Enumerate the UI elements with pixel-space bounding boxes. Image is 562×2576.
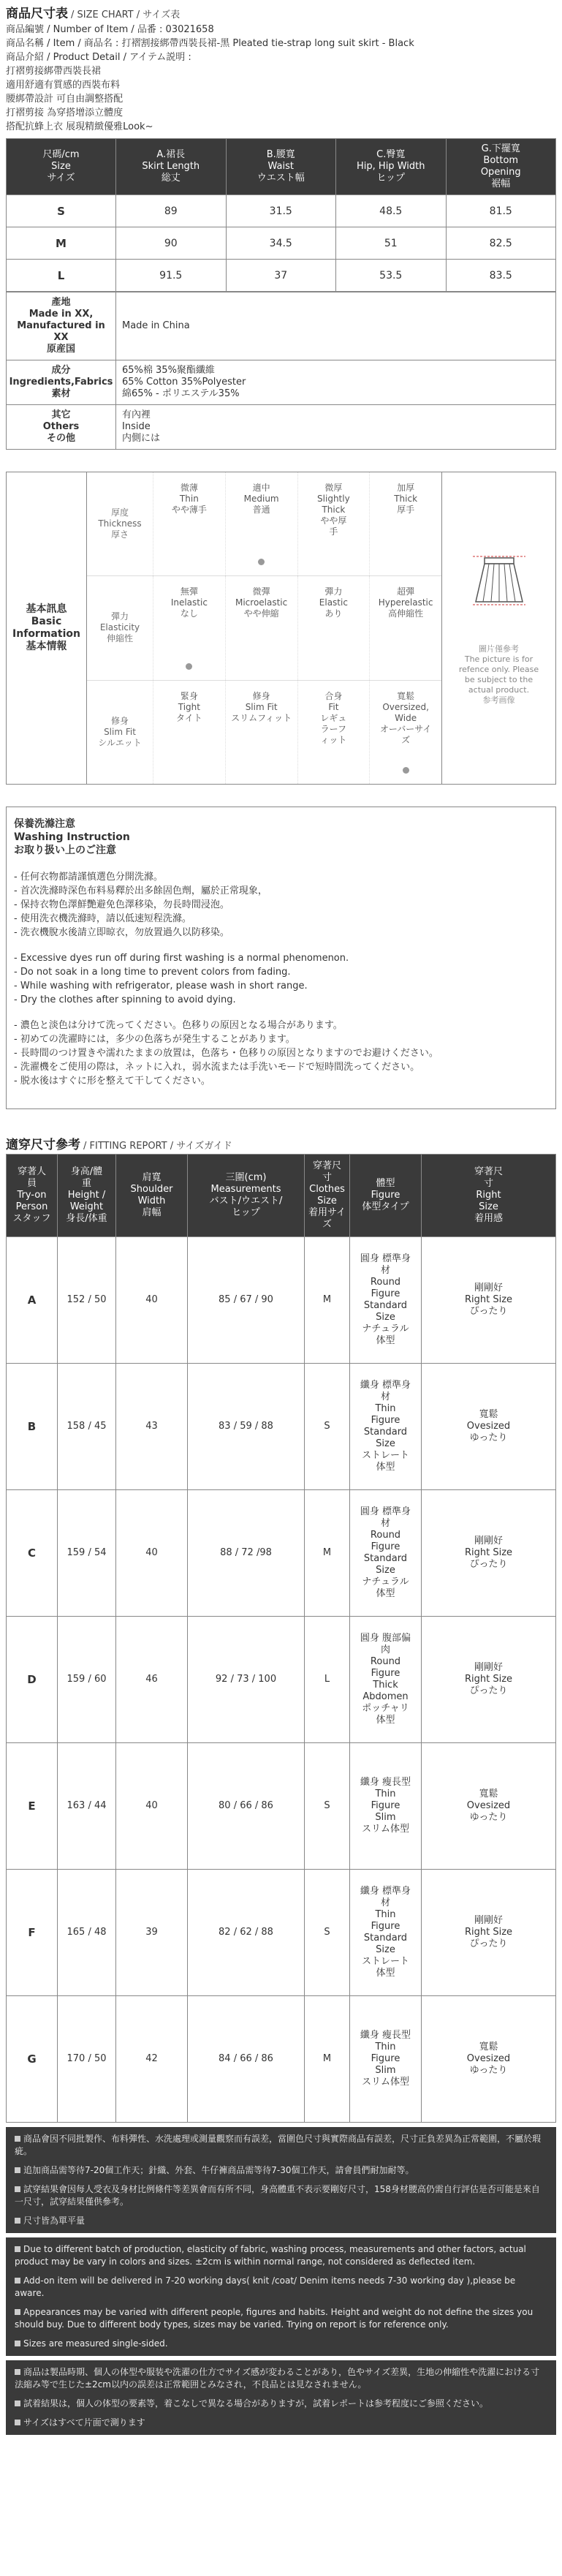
washing-panel	[6, 807, 556, 1109]
bullet-square-icon	[15, 2309, 20, 2315]
measurements: 85 / 67 / 90	[188, 1237, 305, 1364]
fitting-row	[7, 1490, 556, 1617]
fitting-table-header	[7, 1155, 556, 1237]
fitting-row	[7, 1617, 556, 1743]
note-text: 商品は製品時期、個人の体型や服装や洗濯の仕方でサイズ感が変わることがあり，色やサイズ差異，生地の伸縮性や洗濯における寸法縮み等で生じた±2cm以内の誤差は正常範囲とみなされ，不良品とは見なされません。	[15, 2367, 540, 2390]
clothes-size: L	[305, 1617, 350, 1743]
washing-line: - 使用洗衣機洗滌時，請以低速短程洗滌。	[14, 913, 191, 924]
washing-line: - 任何衣物都請謹慎選色分開洗滌。	[14, 872, 163, 883]
origin-row	[7, 292, 556, 360]
clothes-size: S	[305, 1364, 350, 1490]
size-value: 91.5	[116, 260, 227, 292]
note-text: 試着結果は，個人の体型の要素等，着こなしで異なる場合がありますが，試着レポートは参考程度にご参照ください。	[23, 2398, 489, 2409]
figure-type: 纖身 瘦長型 Thin Figure Slim スリム体型	[350, 1743, 422, 1870]
washing-line: - 脱水後はすぐに形を整えて干してください。	[14, 1076, 210, 1087]
bullet-square-icon	[15, 2246, 20, 2252]
clothes-size: M	[305, 1237, 350, 1364]
right-size: 寬鬆 Ovesized ゆったり	[422, 1364, 556, 1490]
basic-info-option	[369, 576, 441, 679]
figure-type: 纖身 瘦長型 Thin Figure Slim スリム体型	[350, 1996, 422, 2123]
basic-info-option-label: 彈力 Elastic あり	[319, 586, 348, 619]
fabric-value: 65%棉 35%聚酯纖維 65% Cotton 35%Polyester 綿65% - ポリエステル35%	[116, 360, 556, 405]
note-text: 試穿結果會因每人受衣及身材比例條件等差異會而有所不同，身高體重不表示要剛好尺寸，158身材腰高仍需自行評估是否可能是來自一尺寸，試穿結果僅供參考。	[15, 2184, 540, 2207]
right-size: 剛剛好 Right Size ぴったり	[422, 1870, 556, 1996]
basic-info-panel	[6, 472, 556, 785]
bullet-square-icon	[15, 2401, 20, 2406]
figure-type: 纖身 標準身 材 Thin Figure Standard Size ストレート 体型	[350, 1364, 422, 1490]
size-value: 89	[116, 195, 227, 227]
bullet-square-icon	[15, 2218, 20, 2224]
note-item	[15, 2398, 547, 2410]
basic-info-row-label: 修身 Slim Fit シルエット	[98, 715, 142, 748]
basic-info-option-label: 修身 Slim Fit スリムフィット	[231, 690, 292, 723]
basic-info-option-label: 微彈 Microelastic やや伸縮	[235, 586, 288, 619]
size-col-header: 尺碼/cm Size サイズ	[7, 139, 116, 195]
right-size: 剛剛好 Right Size ぴったり	[422, 1237, 556, 1364]
origin-label: 產地 Made in XX, Manufactured in XX 原産国	[7, 292, 116, 360]
washing-line: - 長時間のつけ置きや濡れたままの放置は，色落ち・色移りの原因となりますのでお避けください。	[14, 1048, 438, 1059]
product-info-line: 腰綁帶設計 可自由調整搭配	[6, 94, 124, 105]
note-item	[15, 2133, 547, 2158]
fitting-col-header: 穿著尺 寸 Right Size 着用感	[422, 1155, 556, 1237]
shoulder-width: 40	[116, 1237, 188, 1364]
basic-info-grid	[87, 472, 442, 784]
basic-info-row	[87, 576, 441, 680]
product-info-line: 商品介紹 / Product Detail / アイテム説明 :	[6, 52, 191, 63]
person-id: B	[7, 1364, 58, 1490]
note-text: 商品會因不同批製作、布料彈性、水洗處理或測量觀察而有誤差，當圍色尺寸與實際商品有誤差，尺寸正負差異為正常範圍，不屬於瑕疵。	[15, 2134, 542, 2156]
basic-info-row	[87, 472, 441, 576]
basic-info-option	[297, 681, 370, 784]
measurements: 92 / 73 / 100	[188, 1617, 305, 1743]
skirt-illustration	[442, 472, 555, 784]
bullet-square-icon	[15, 2420, 20, 2425]
basic-info-option	[297, 472, 370, 575]
fitting-row	[7, 1996, 556, 2123]
basic-info-option	[153, 472, 225, 575]
size-col-header: B.腰寬 Waist ウエスト幅	[226, 139, 336, 195]
basic-info-option-label: 寬鬆 Oversized, Wide オーバーサイ ズ	[379, 690, 432, 745]
basic-info-option-label: 超彈 Hyperelastic 高伸縮性	[378, 586, 433, 619]
washing-instructions	[14, 870, 548, 1088]
basic-info-option-label: 適中 Medium 普通	[243, 483, 279, 515]
shoulder-width: 42	[116, 1996, 188, 2123]
basic-info-option-label: 加厚 Thick 厚手	[394, 483, 418, 515]
basic-info-option-label: 無彈 Inelastic なし	[170, 586, 208, 619]
fitting-col-header: 穿著人 員 Try-on Person スタッフ	[7, 1155, 58, 1237]
basic-info-option	[225, 681, 297, 784]
origin-value: Made in China	[116, 292, 556, 360]
basic-info-row-label: 厚度 Thickness 厚さ	[98, 507, 142, 540]
basic-info-option	[297, 576, 370, 679]
fabric-row	[7, 360, 556, 405]
right-size: 剛剛好 Right Size ぴったり	[422, 1617, 556, 1743]
size-row	[7, 260, 556, 292]
size-chart-title: 商品尺寸表	[6, 7, 68, 21]
washing-block	[14, 951, 548, 1007]
size-value: 90	[116, 227, 227, 260]
basic-info-option-label: 緊身 Tight タイト	[175, 690, 202, 723]
washing-line: - Do not soak in a long time to prevent colors from fading.	[14, 967, 291, 978]
pleated-skirt-icon	[470, 551, 528, 631]
note-text: 尺寸皆為單平量	[23, 2216, 86, 2226]
washing-line: - Dry the clothes after spinning to avoid dying.	[14, 994, 236, 1005]
size-label: M	[7, 227, 116, 260]
washing-block	[14, 1019, 548, 1088]
product-info-line: 打褶剪接 為穿搭增添立體度	[6, 107, 124, 118]
bullet-square-icon	[15, 2341, 20, 2346]
person-id: G	[7, 1996, 58, 2123]
fabric-label: 成分 Ingredients,Fabrics 素材	[7, 360, 116, 405]
size-value: 31.5	[226, 195, 336, 227]
fitting-col-header: 體型 Figure 体型タイプ	[350, 1155, 422, 1237]
size-row	[7, 227, 556, 260]
product-info-line: 適用舒適有質感的西裝布料	[6, 80, 121, 91]
size-label: L	[7, 260, 116, 292]
other-value: 有內裡 Inside 内側には	[116, 405, 556, 450]
height-weight: 170 / 50	[58, 1996, 116, 2123]
note-item	[15, 2306, 547, 2331]
basic-info-option	[153, 576, 225, 679]
bullet-square-icon	[15, 2186, 20, 2192]
product-info	[6, 23, 556, 138]
basic-info-option	[225, 472, 297, 575]
height-weight: 165 / 48	[58, 1870, 116, 1996]
fitting-col-header: 三圍(cm) Measurements バスト/ウエスト/ ヒップ	[188, 1155, 305, 1237]
picture-note: 圖片僅參考 The picture is for refence only. Please be subject to the actual product. 参考画像	[458, 644, 539, 705]
other-row	[7, 405, 556, 450]
note-text: Appearances may be varied with different people, figures and habits. Height and weight do not define the sizes you should buy. Due to different body types, sizes may be varied. Trying on report is for reference only.	[15, 2307, 533, 2330]
right-size: 寬鬆 Ovesized ゆったり	[422, 1996, 556, 2123]
measurements: 82 / 62 / 88	[188, 1870, 305, 1996]
bullet-square-icon	[15, 2278, 20, 2284]
note-text: 追加商品需等待7-20個工作天；針織、外套、牛仔褲商品需等待7-30個工作天，請會員們耐加耐等。	[23, 2165, 414, 2175]
clothes-size: M	[305, 1996, 350, 2123]
size-chart-subtitle: / SIZE CHART / サイズ表	[71, 10, 181, 20]
size-row	[7, 195, 556, 227]
note-text: Add-on item will be delivered in 7-20 working days( knit /coat/ Denim items needs 7-30 working day ),please be aware.	[15, 2275, 516, 2298]
size-value: 81.5	[446, 195, 556, 227]
size-col-header: G.下擺寬 Bottom Opening 裾幅	[446, 139, 556, 195]
size-table	[6, 138, 556, 292]
note-item	[15, 2366, 547, 2391]
size-value: 83.5	[446, 260, 556, 292]
fitting-row	[7, 1364, 556, 1490]
fitting-col-header: 身高/體 重 Height / Weight 身長/体重	[58, 1155, 116, 1237]
size-label: S	[7, 195, 116, 227]
figure-type: 圓身 標準身 材 Round Figure Standard Size ナチュラル 体型	[350, 1237, 422, 1364]
note-text: Sizes are measured single-sided.	[23, 2338, 168, 2349]
washing-title: 保養洗滌注意 Washing Instruction お取り扱い上のご注意	[14, 818, 130, 856]
shoulder-width: 40	[116, 1743, 188, 1870]
product-info-line: 打褶剪接綁帶西裝長裙	[6, 66, 102, 77]
bullet-square-icon	[15, 2167, 20, 2173]
size-value: 34.5	[226, 227, 336, 260]
figure-type: 圓身 標準身 材 Round Figure Standard Size ナチュラル 体型	[350, 1490, 422, 1617]
other-label: 其它 Others その他	[7, 405, 116, 450]
note-text: Due to different batch of production, elasticity of fabric, washing process, measurements and other factors, actual product may be vary in colors and sizes. ±2cm is within normal range, not considered as deflected item.	[15, 2244, 526, 2267]
notes-english	[6, 2237, 556, 2356]
bullet-square-icon	[15, 2369, 20, 2375]
fitting-row	[7, 1870, 556, 1996]
washing-line: - 濃色と淡色は分けて洗ってください。色移りの原因となる場合があります。	[14, 1020, 343, 1031]
basic-info-option-label: 合身 Fit レギュ ラーフ ィット	[320, 690, 347, 745]
product-info-line: 商品編號 / Number of Item / 品番 : 03021658	[6, 24, 214, 35]
size-table-header	[7, 139, 556, 195]
height-weight: 152 / 50	[58, 1237, 116, 1364]
figure-type: 纖身 標準身 材 Thin Figure Standard Size ストレート 体型	[350, 1870, 422, 1996]
basic-info-row-label: 彈力 Elasticity 伸縮性	[99, 611, 140, 644]
washing-line: - 首次洗滌時深色布料易釋於出多餘固色劑，屬於正常現象，	[14, 885, 267, 896]
note-item	[15, 2275, 547, 2300]
person-id: C	[7, 1490, 58, 1617]
basic-info-label: 基本訊息 Basic Information 基本情報	[7, 472, 87, 784]
height-weight: 158 / 45	[58, 1364, 116, 1490]
figure-type: 圓身 腹部偏 肉 Round Figure Thick Abdomen ポッチャリ 体型	[350, 1617, 422, 1743]
selected-dot-icon	[403, 767, 409, 774]
size-value: 37	[226, 260, 336, 292]
note-text: サイズはすべて片面で測ります	[23, 2417, 145, 2428]
clothes-size: S	[305, 1870, 350, 1996]
size-col-header: A.裙長 Skirt Length 総丈	[116, 139, 227, 195]
height-weight: 163 / 44	[58, 1743, 116, 1870]
shoulder-width: 46	[116, 1617, 188, 1743]
measurements: 80 / 66 / 86	[188, 1743, 305, 1870]
fitting-row	[7, 1743, 556, 1870]
product-info-line: 搭配抗蜂上衣 展現精緻優雅Look~	[6, 121, 153, 132]
shoulder-width: 43	[116, 1364, 188, 1490]
washing-line: - While washing with refrigerator, please wash in short range.	[14, 981, 308, 992]
right-size: 剛剛好 Right Size ぴったり	[422, 1490, 556, 1617]
shoulder-width: 40	[116, 1490, 188, 1617]
fitting-row	[7, 1237, 556, 1364]
shoulder-width: 39	[116, 1870, 188, 1996]
basic-info-option	[225, 576, 297, 679]
selected-dot-icon	[186, 663, 192, 670]
washing-line: - 洗衣機脫水後請立即晾衣，勿放置過久以防移染。	[14, 927, 229, 938]
size-value: 51	[336, 227, 447, 260]
fitting-table	[6, 1154, 556, 2123]
basic-info-option	[153, 681, 225, 784]
height-weight: 159 / 54	[58, 1490, 116, 1617]
notes-japanese	[6, 2360, 556, 2435]
person-id: D	[7, 1617, 58, 1743]
fitting-subtitle: / FITTING REPORT / サイズガイド	[83, 1141, 232, 1152]
material-table	[6, 292, 556, 450]
washing-line: - 洗濯機をご使用の際は，ネットに入れ，弱水流または手洗いモードで短時間洗ってください。	[14, 1062, 420, 1073]
washing-block	[14, 870, 548, 940]
note-item	[15, 2215, 547, 2227]
size-value: 82.5	[446, 227, 556, 260]
right-size: 寬鬆 Ovesized ゆったり	[422, 1743, 556, 1870]
clothes-size: S	[305, 1743, 350, 1870]
basic-info-option	[369, 472, 441, 575]
size-chart-heading	[6, 0, 556, 23]
height-weight: 159 / 60	[58, 1617, 116, 1743]
measurements: 83 / 59 / 88	[188, 1364, 305, 1490]
note-item	[15, 2338, 547, 2350]
person-id: E	[7, 1743, 58, 1870]
basic-info-row	[87, 681, 441, 784]
fitting-col-header: 肩寬 Shoulder Width 肩幅	[116, 1155, 188, 1237]
size-value: 48.5	[336, 195, 447, 227]
measurements: 84 / 66 / 86	[188, 1996, 305, 2123]
product-info-line: 商品名稱 / Item / 商品名 : 打褶割接綁帶西裝長裙-黑 Pleated tie-strap long suit skirt - Black	[6, 38, 414, 49]
fitting-heading	[6, 1131, 556, 1154]
bullet-square-icon	[15, 2136, 20, 2142]
washing-line: - 初めての洗濯時には，多少の色落ちが発生することがあります。	[14, 1034, 295, 1045]
washing-line: - Excessive dyes run off during first washing is a normal phenomenon.	[14, 953, 349, 964]
basic-info-option-label: 微薄 Thin やや薄手	[171, 483, 207, 515]
size-value: 53.5	[336, 260, 447, 292]
basic-info-option-label: 微厚 Slightly Thick やや厚 手	[317, 483, 350, 537]
fitting-title: 適穿尺寸參考	[6, 1138, 80, 1152]
fitting-col-header: 穿著尺 寸 Clothes Size 着用サイ ズ	[305, 1155, 350, 1237]
person-id: A	[7, 1237, 58, 1364]
person-id: F	[7, 1870, 58, 1996]
note-item	[15, 2243, 547, 2268]
note-item	[15, 2417, 547, 2429]
washing-line: - 保持衣物色澤鮮艷避免色澤移染，勿長時間浸泡。	[14, 899, 229, 910]
clothes-size: M	[305, 1490, 350, 1617]
selected-dot-icon	[258, 559, 265, 565]
measurements: 88 / 72 /98	[188, 1490, 305, 1617]
notes-chinese	[6, 2127, 556, 2233]
note-item	[15, 2164, 547, 2177]
note-item	[15, 2183, 547, 2208]
basic-info-option	[369, 681, 441, 784]
size-col-header: C.臀寬 Hip, Hip Width ヒップ	[336, 139, 447, 195]
